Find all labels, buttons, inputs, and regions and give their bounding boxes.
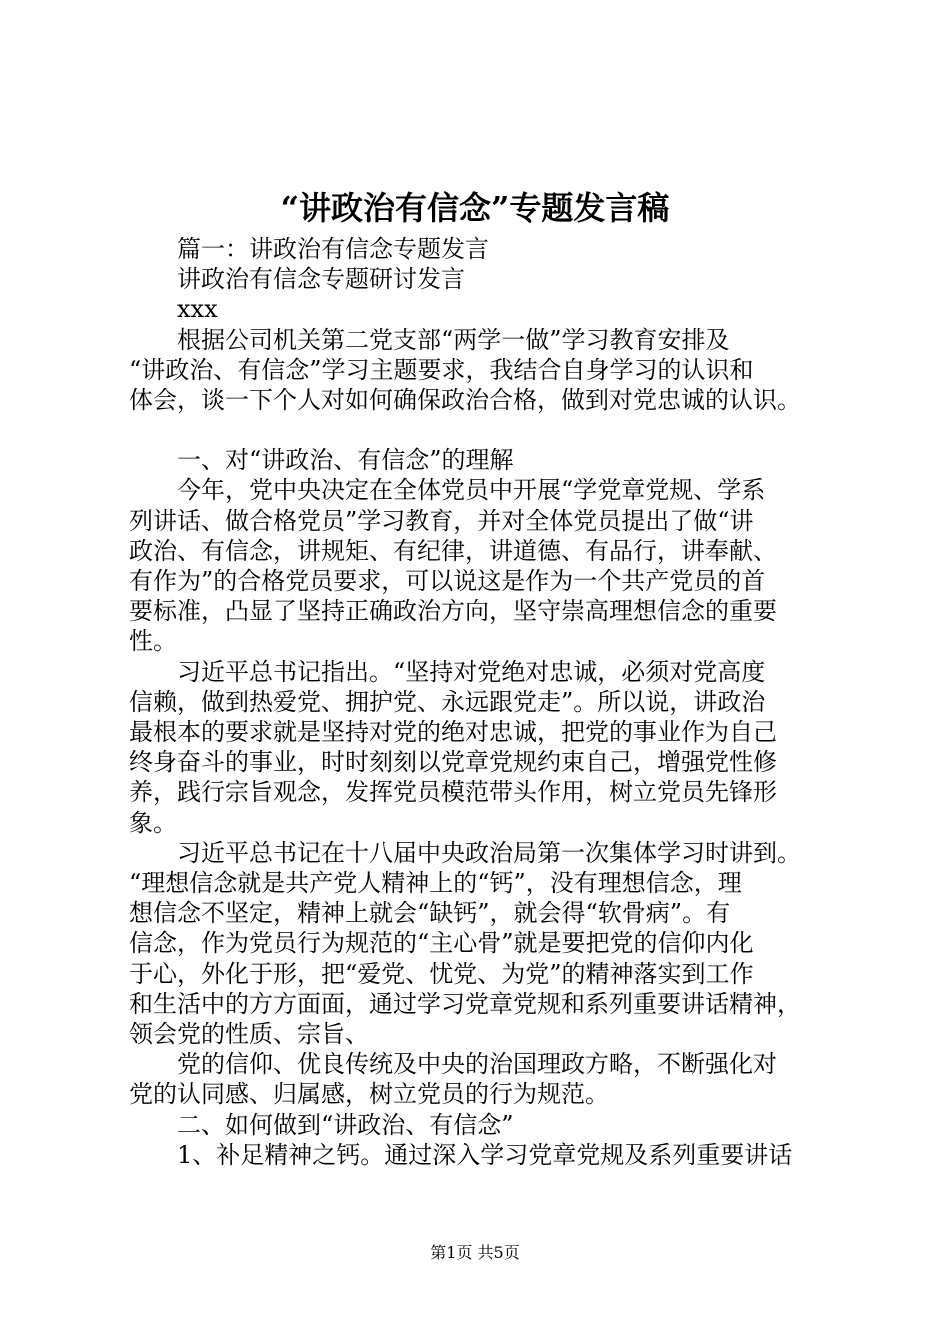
page-number-footer: 第1页 共5页 (430, 1243, 520, 1262)
body-line: “理想信念就是共产党人精神上的“钙”，没有理想信念，理 (129, 869, 742, 898)
section-heading: 二、如何做到“讲政治、有信念” (129, 1110, 514, 1139)
body-line: 习近平总书记在十八届中央政治局第一次集体学习时讲到。 (129, 838, 801, 867)
body-line: 有作为”的合格党员要求，可以说这是作为一个共产党员的首 (129, 567, 766, 596)
body-line: 今年，党中央决定在全体党员中开展“学党章党规、学系 (129, 476, 766, 505)
body-line: “讲政治、有信念”学习主题要求，我结合自身学习的认识和 (129, 355, 754, 384)
body-line: 性。 (129, 627, 177, 656)
body-line: 信赖，做到热爱党、拥护党、永远跟党走”。所以说，讲政治 (129, 687, 766, 716)
body-line: 想信念不坚定，精神上就会“缺钙”，就会得“软骨病”。有 (129, 899, 731, 928)
blank-line (129, 415, 829, 445)
body-line: 列讲话、做合格党员”学习教育，并对全体党员提出了做“讲 (129, 506, 754, 535)
body-line: 最根本的要求就是坚持对党的绝对忠诚，把党的事业作为自己 (129, 718, 777, 747)
body-line: 1、补足精神之钙。通过深入学习党章党规及系列重要讲话 (129, 1140, 793, 1169)
body-line: 终身奋斗的事业，时时刻刻以党章党规约束自己，增强党性修 (129, 748, 777, 777)
body-line: xxx (129, 295, 218, 324)
body-line: 养，践行宗旨观念，发挥党员模范带头作用，树立党员先锋形 (129, 778, 777, 807)
body-line: 篇一：讲政治有信念专题发言 (129, 235, 489, 263)
body-line: 要标准，凸显了坚持正确政治方向，坚守崇高理想信念的重要 (129, 597, 777, 626)
body-line: 信念，作为党员行为规范的“主心骨”就是要把党的信仰内化 (129, 929, 754, 958)
body-line: 党的信仰、优良传统及中央的治国理政方略，不断强化对 (129, 1050, 777, 1079)
body-line: 讲政治有信念专题研讨发言 (129, 265, 465, 294)
body-line: 领会党的性质、宗旨、 (129, 1020, 369, 1049)
body-line: 象。 (129, 808, 177, 837)
body-line: 和生活中的方方面面，通过学习党章党规和系列重要讲话精神， (129, 989, 801, 1018)
body-line: 政治、有信念，讲规矩、有纪律，讲道德、有品行，讲奉献、 (129, 536, 777, 565)
section-heading: 一、对“讲政治、有信念”的理解 (129, 446, 514, 475)
body-line: 于心，外化于形，把“爱党、忧党、为党”的精神落实到工作 (129, 959, 754, 988)
body-line: 根据公司机关第二党支部“两学一做”学习教育安排及 (129, 325, 730, 354)
document-body (129, 234, 829, 1170)
document-title: “讲政治有信念”专题发言稿 (280, 189, 670, 227)
body-line: 习近平总书记指出。“坚持对党绝对忠诚，必须对党高度 (129, 657, 766, 686)
body-line: 体会，谈一下个人对如何确保政治合格，做到对党忠诚的认识。 (129, 386, 801, 415)
body-line: 党的认同感、归属感，树立党员的行为规范。 (129, 1080, 609, 1109)
